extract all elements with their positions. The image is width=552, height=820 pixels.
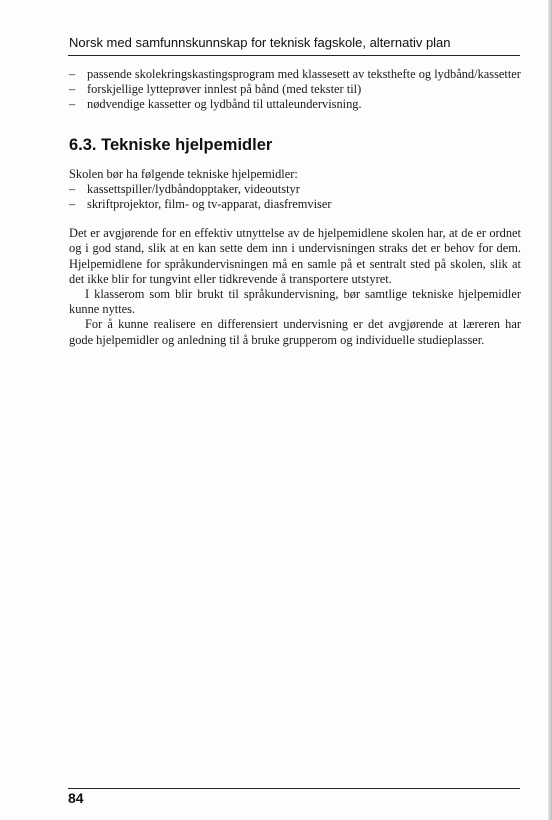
materials-list (69, 67, 521, 113)
footer-rule (68, 788, 520, 789)
section-heading: 6.3. Tekniske hjelpemidler (69, 135, 273, 154)
scan-edge (548, 0, 552, 820)
body-paragraph: For å kunne realisere en differensiert undervisning er det avgjørende at læreren har gode hjelpemidler og anledning til å bruke grupperom og individuelle studieplasser. (69, 317, 521, 347)
list-item: – skriftprojektor, film- og tv-apparat, diasfremviser (69, 197, 521, 212)
page-content (69, 67, 521, 348)
list-item: – passende skolekringskastingsprogram med klassesett av teksthefte og lydbånd/kassetter (69, 67, 521, 82)
equipment-list (69, 182, 521, 212)
list-item: – forskjellige lytteprøver innlest på bånd (med tekster til) (69, 82, 521, 97)
body-paragraph: Det er avgjørende for en effektiv utnyttelse av de hjelpemidlene skolen har, at de er ordnet og i god stand, slik at en kan sette dem inn i undervisningen straks det er behov for dem. Hjelpemidlene for språkundervisningen må en samle på et sentralt sted på skolen, slik at det ikke blir for tungvint eller tidkrevende å transportere utstyret. (69, 226, 521, 286)
spacer (69, 212, 521, 226)
list-item: – nødvendige kassetter og lydbånd til uttaleundervisning. (69, 97, 521, 112)
section-intro: Skolen bør ha følgende tekniske hjelpemidler: (69, 166, 298, 181)
body-paragraph: I klasserom som blir brukt til språkundervisning, bør samtlige tekniske hjelpemidler kunne nyttes. (69, 287, 521, 317)
list-item: – kassettspiller/lydbåndopptaker, videoutstyr (69, 182, 521, 197)
page-number: 84 (68, 790, 84, 806)
header-rule (68, 55, 520, 56)
running-head: Norsk med samfunnskunnskap for teknisk fagskole, alternativ plan (69, 35, 451, 50)
